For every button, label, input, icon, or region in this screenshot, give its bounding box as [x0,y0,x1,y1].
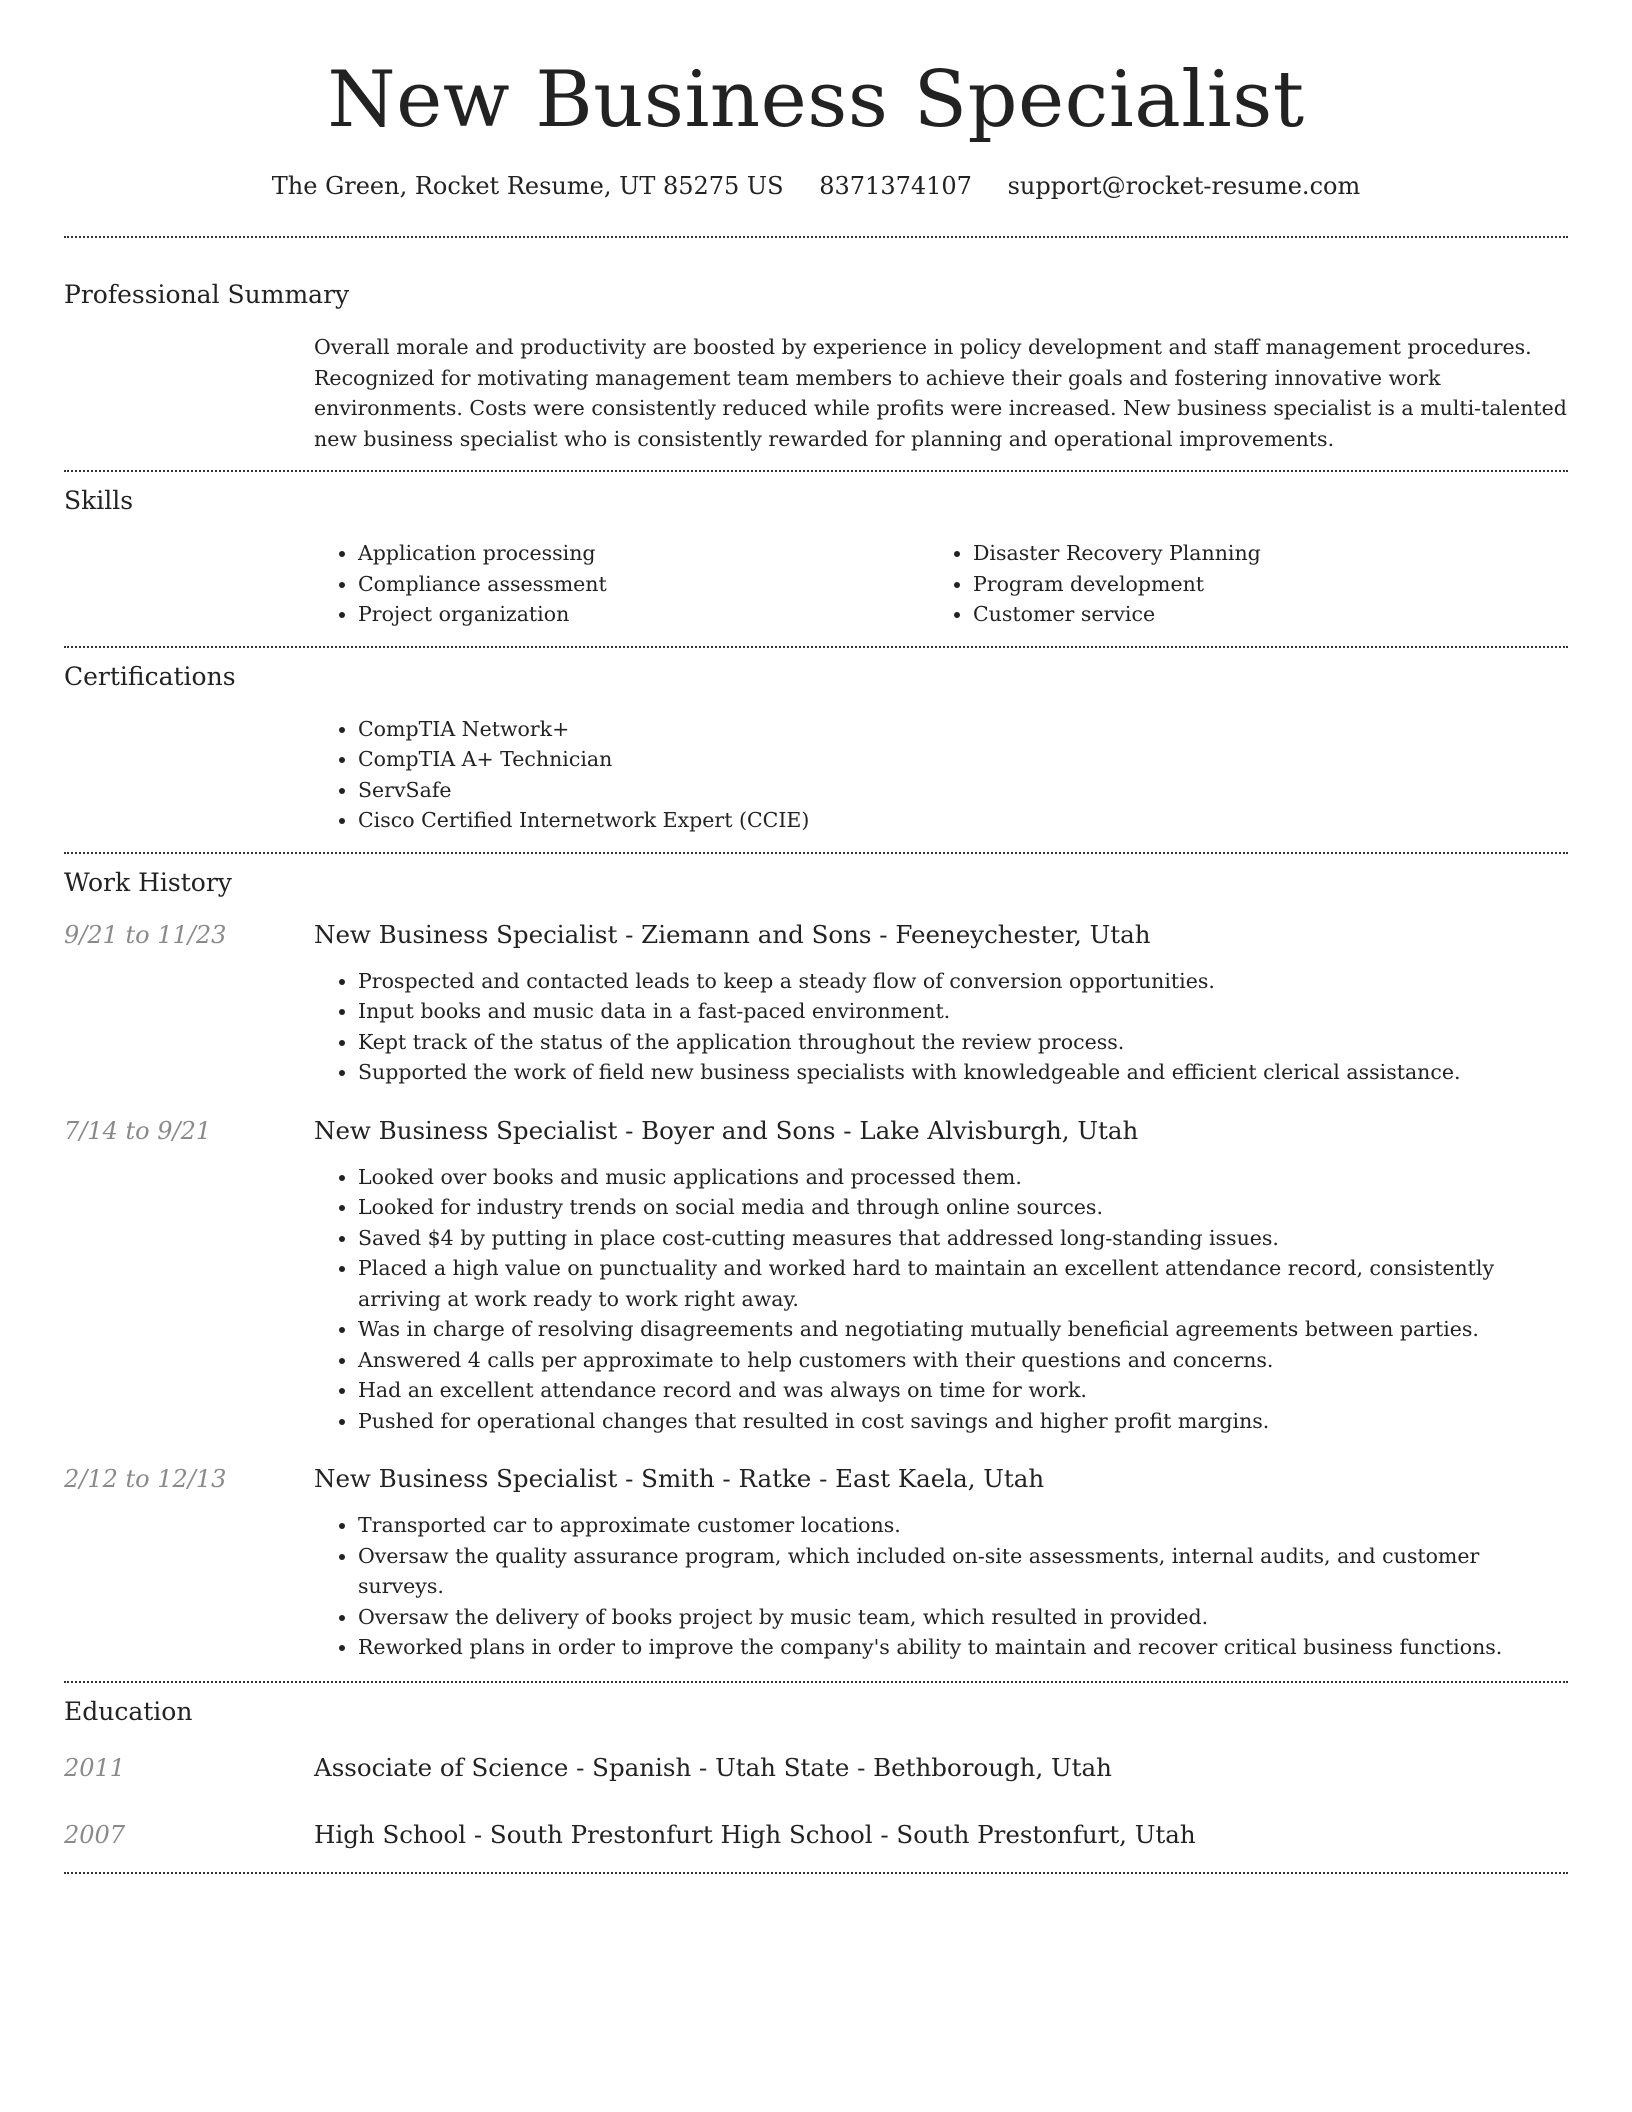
skills-grid [314,538,1568,630]
certifications-body [314,714,1568,836]
education-entry [64,1818,1568,1852]
contact-address: The Green, Rocket Resume, UT 85275 US [271,172,784,200]
job-bullet: • Oversaw the quality assurance program, which included on-site assessments, internal audits, and customer surveys. [358,1541,1568,1602]
job-bullet: • Input books and music data in a fast-paced environment. [358,996,1568,1027]
job-bullet: • Reworked plans in order to improve the company's ability to maintain and recover critical business functions. [358,1632,1568,1663]
education-section [64,1695,1568,1852]
certifications-title: Certifications [64,661,236,691]
job-entry [64,1114,1568,1437]
skill-item: • Program development [973,569,1544,600]
skills-title: Skills [64,486,134,515]
job-dates: 7/14 to 9/21 [64,1116,212,1145]
job-bullet: • Prospected and contacted leads to keep a steady flow of conversion opportunities. [358,966,1568,997]
skill-item: • Compliance assessment [358,569,929,600]
contact-email: support@rocket-resume.com [1007,172,1361,200]
education-title: Education [64,1696,193,1726]
job-entry [64,1462,1568,1663]
education-year: 2011 [64,1753,126,1782]
certification-item: • CompTIA Network+ [358,714,1568,745]
certifications-section [64,660,1568,836]
education-entry [64,1751,1568,1785]
certifications-list [314,714,1568,836]
certification-item: • ServSafe [358,775,1568,806]
summary-title: Professional Summary [64,280,350,309]
job-bullet: • Had an excellent attendance record and was always on time for work. [358,1375,1568,1406]
job-bullet: • Answered 4 calls per approximate to help customers with their questions and concerns. [358,1345,1568,1376]
divider [64,852,1568,854]
job-title: New Business Specialist - Smith - Ratke - East Kaela, Utah [314,1464,1045,1493]
job-title: New Business Specialist - Boyer and Sons - Lake Alvisburgh, Utah [314,1115,1139,1145]
job-bullet: • Transported car to approximate customer locations. [358,1510,1568,1541]
education-title: High School - South Prestonfurt High School - South Prestonfurt, Utah [314,1819,1196,1849]
divider [64,470,1568,472]
divider [64,1872,1568,1874]
work-section [64,866,1568,1663]
resume-page [64,0,1568,1874]
job-bullet: • Placed a high value on punctuality and worked hard to maintain an excellent attendance record, consistently arriving at work ready to work right away. [358,1253,1568,1314]
skills-column-2 [929,538,1544,630]
job-bullet: • Oversaw the delivery of books project by music team, which resulted in provided. [358,1602,1568,1633]
job-dates: 9/21 to 11/23 [64,920,227,949]
skills-list-2 [929,538,1544,630]
certification-item: • Cisco Certified Internetwork Expert (CCIE) [358,805,1568,836]
skills-list-1 [314,538,929,630]
job-bullet: • Looked for industry trends on social media and through online sources. [358,1192,1568,1223]
job-bullets [314,966,1568,1088]
job-bullet: • Kept track of the status of the application throughout the review process. [358,1027,1568,1058]
summary-body [314,332,1568,454]
job-bullet: • Supported the work of field new business specialists with knowledgeable and efficient clerical assistance. [358,1057,1568,1088]
job-title: New Business Specialist - Ziemann and Sons - Feeneychester, Utah [314,919,1151,949]
skills-section [64,484,1568,630]
work-title: Work History [64,867,232,897]
job-bullet: • Looked over books and music applications and processed them. [358,1162,1568,1193]
contact-line [64,170,1568,202]
divider [64,1681,1568,1683]
job-bullets [314,1510,1568,1663]
summary-section [64,278,1568,454]
job-bullets [314,1162,1568,1437]
skill-item: • Project organization [358,599,929,630]
divider [64,236,1568,238]
work-entries [64,918,1568,1663]
job-dates: 2/12 to 12/13 [64,1465,227,1493]
job-details [314,918,1568,1088]
skill-item: • Customer service [973,599,1544,630]
skill-item: • Application processing [358,538,929,569]
certification-item: • CompTIA A+ Technician [358,744,1568,775]
job-bullet: • Was in charge of resolving disagreements and negotiating mutually beneficial agreements between parties. [358,1314,1568,1345]
divider [64,646,1568,648]
job-details [314,1462,1568,1663]
skills-column-1 [314,538,929,630]
education-title: Associate of Science - Spanish - Utah State - Bethborough, Utah [314,1752,1112,1782]
job-entry [64,918,1568,1088]
resume-header [64,0,1568,202]
skill-item: • Disaster Recovery Planning [973,538,1544,569]
job-bullet: • Pushed for operational changes that resulted in cost savings and higher profit margins. [358,1406,1568,1437]
candidate-name: New Business Specialist [327,55,1305,145]
contact-phone: 8371374107 [819,172,972,200]
summary-text: Overall morale and productivity are boosted by experience in policy development and staff management procedures. Recognized for motivating management team members to achieve their goals and fostering innovative work environments. Costs were consistently reduced while profits were increased. New business specialist is a multi-talented new business specialist who is consistently rewarded for planning and operational improvements. [314,335,1567,451]
job-details [314,1114,1568,1437]
job-bullet: • Saved $4 by putting in place cost-cutting measures that addressed long-standing issues. [358,1223,1568,1254]
education-year: 2007 [64,1820,126,1849]
education-entries [64,1751,1568,1852]
